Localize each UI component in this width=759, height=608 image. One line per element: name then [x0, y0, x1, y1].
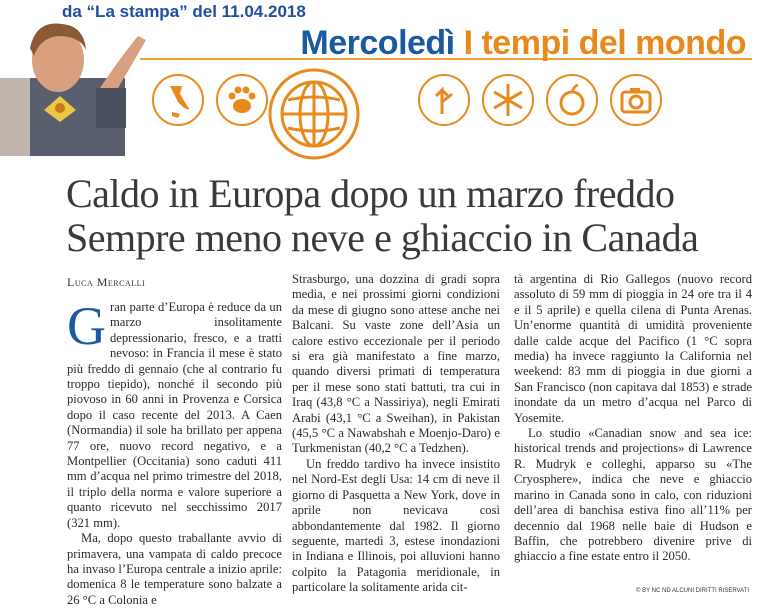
headline-line-1: Caldo in Europa dopo un marzo freddo	[66, 171, 675, 216]
article-column-3	[514, 272, 752, 565]
byline: Luca Mercalli	[67, 275, 146, 289]
article-column-1	[67, 296, 282, 608]
banner-title	[300, 24, 746, 63]
apple-icon	[544, 72, 600, 128]
camera-icon	[608, 72, 664, 128]
license-footer: © BY NC ND ALCUNI DIRITTI RISERVATI	[636, 588, 749, 594]
icon-row	[140, 66, 752, 154]
drop-cap: G	[67, 296, 106, 356]
paragraph	[67, 296, 282, 531]
snowflake-icon	[480, 72, 536, 128]
paragraph: Ma, dopo questo traballante avvio di primavera, una vampata di caldo precoce ha invaso l’Europa centrale a inizio aprile: domenica 8 le temperature sono balzate a 26 °C a Colonia e	[67, 531, 282, 607]
banner-day: Mercoledì	[300, 24, 455, 62]
paragraph-text: ran parte d’Europa è reduce da un marzo insolitamente depressionario, fresco, e a tratti nevoso: in Francia il mese è stato più freddo di gennaio (che al contrario fu troppo tiepido), nonché il secondo più piovoso in 60 anni in Provenza e Corsica dopo il caso recente del 2013. A Caen (Normandia) il sole ha brillato per appena 77 ore, nuovo record negativo, e a Montpellier (Occitania) sono caduti 411 mm d’acqua nel primo trimestre del 2018, il triplo della norma e valore superiore a quanto ricevuto nel secchissimo 2017 (321 mm).	[67, 300, 282, 530]
paragraph: tà argentina di Rio Gallegos (nuovo record assoluto di 59 mm di pioggia in 24 ore tra il 4 e il 5 aprile) e quella cilena di Punta Arenas. Un’enorme quantità di umidità proveniente dalle calde acque del Pacifico (1 °C sopra media) ha invece raggiunto la California nel weekend: 83 mm di pioggia in due giorni a San Francisco (non capitava dal 1853) e strade inondate da un metro d’acqua nel Parco di Yosemite.	[514, 272, 752, 425]
globe-icon	[266, 66, 362, 162]
source-line: da “La stampa” del 11.04.2018	[62, 2, 306, 21]
paragraph: Un freddo tardivo ha invece insistito nel Nord-Est degli Usa: 14 cm di neve il giorno di Pasquetta a New York, dove in aprile non nevicava così abbondantemente dal 1982. Il giorno seguente, martedì 3, estese inondazioni in Indiana e Illinois, poi alluvioni hanno colpito la Patagonia meridionale, in particolare la solitamente arida cit-	[292, 456, 500, 595]
headline-line-2: Sempre meno neve e ghiaccio in Canada	[66, 215, 699, 260]
author-photo	[0, 18, 150, 156]
paragraph: Lo studio «Canadian snow and sea ice: historical trends and projections» di Lawrence R. Mudryk e colleghi, apparso su «The Cryosphere», indica che neve e ghiaccio marino in Canada sono in calo, con riduzioni dell’area di banchisa estiva fino all’11% per decennio dal 1968 nelle baie di Hudson e Baffin, che potrebbero divenire prive di ghiaccio a fine estate entro il 2050.	[514, 426, 752, 564]
italy-map-icon	[150, 72, 206, 128]
headline	[66, 172, 756, 260]
banner-column: I tempi del mondo	[463, 24, 746, 62]
paragraph: Strasburgo, una dozzina di gradi sopra media, e nei prossimi giorni condizioni da mese di giugno sono attese anche nei Balcani. Su vaste zone dell’Asia un calore estivo eccezionale per il periodo si era già manifestato a fine marzo, quando diversi primati di temperatura per il mese sono stati battuti, tra cui in Iraq (43,8 °C a Nassiriya), negli Emirati Arabi (43,1 °C a Sweihan), in Pakistan (45,5 °C a Nawabshah e Moenjo-Daro) e Turkmenistan (40,2 °C a Tedzhen).	[292, 272, 500, 456]
paw-icon	[214, 72, 270, 128]
column-banner	[140, 24, 752, 150]
arrows-icon	[416, 72, 472, 128]
article-column-2	[292, 272, 500, 596]
